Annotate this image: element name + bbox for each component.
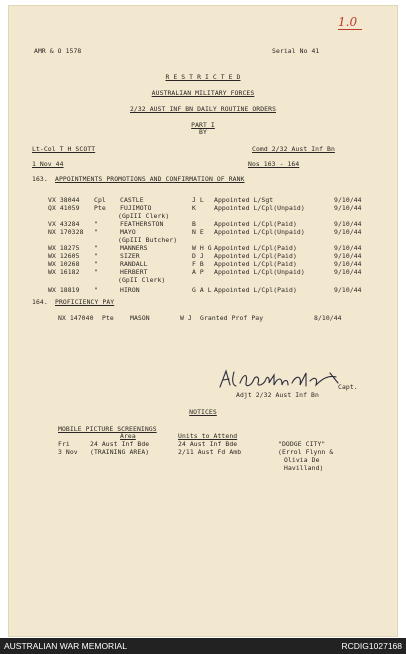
- document-reference: AMR & O 1578: [34, 47, 82, 55]
- prof-pay-action: Granted Prof Pay: [200, 314, 264, 322]
- cell-init: N E: [192, 228, 204, 236]
- cell-name: (GpII Clerk): [118, 276, 166, 284]
- film-title: "DODGE CITY": [278, 440, 326, 448]
- cell-name: RANDALL: [120, 260, 148, 268]
- signature-title: Adjt 2/32 Aust Inf Bn: [236, 391, 319, 399]
- screening-area-line-1: 24 Aust Inf Bde: [90, 440, 150, 448]
- cell-rank: Cpl: [94, 196, 106, 204]
- commander-appointment: Comd 2/32 Aust Inf Bn: [252, 145, 335, 153]
- cell-name: MAYO: [120, 228, 136, 236]
- cell-no: VX 38044: [48, 196, 80, 204]
- film-cast-line-3: Havilland): [284, 464, 324, 472]
- order-numbers: Nos 163 - 164: [248, 160, 300, 168]
- cell-init: F B: [192, 260, 204, 268]
- film-cast-line-1: (Errol Flynn &: [278, 448, 334, 456]
- cell-action: Appointed L/Cpl(Paid): [214, 260, 297, 268]
- cell-action: Appointed L/Sgt: [214, 196, 274, 204]
- section-164-number: 164.: [32, 298, 48, 306]
- section-163-number: 163.: [32, 175, 48, 183]
- cell-date: 9/10/44: [334, 286, 362, 294]
- cell-no: WX 12605: [48, 252, 80, 260]
- force-heading: AUSTRALIAN MILITARY FORCES: [151, 89, 255, 97]
- cell-no: WX 18819: [48, 286, 80, 294]
- cell-rank: ": [94, 260, 98, 268]
- cell-rank: ": [94, 286, 98, 294]
- cell-date: 9/10/44: [334, 220, 362, 228]
- notices-heading: NOTICES: [189, 408, 217, 416]
- cell-init: W H G: [192, 244, 212, 252]
- cell-action: Appointed L/Cpl(Paid): [214, 252, 297, 260]
- film-cast-line-2: Olivia De: [284, 456, 320, 464]
- cell-date: 9/10/44: [334, 260, 362, 268]
- prof-pay-date: 8/10/44: [314, 314, 342, 322]
- orders-heading: 2/32 AUST INF BN DAILY ROUTINE ORDERS: [129, 105, 277, 113]
- cell-init: B: [192, 220, 196, 228]
- cell-init: J L: [192, 196, 204, 204]
- cell-init: A P: [192, 268, 204, 276]
- cell-init: K: [192, 204, 196, 212]
- screening-date: 3 Nov: [58, 448, 78, 456]
- units-column-header: Units to Attend: [178, 432, 238, 440]
- signature: [218, 367, 358, 393]
- part-heading: PART I: [191, 121, 215, 129]
- document-page: [8, 5, 398, 637]
- cell-no: QX 41059: [48, 204, 80, 212]
- cell-name: MANNERS: [120, 244, 148, 252]
- page-number-stamp: 1.0: [338, 15, 362, 30]
- cell-init: D J: [192, 252, 204, 260]
- serial-number: Serial No 41: [272, 47, 320, 55]
- cell-date: 9/10/44: [334, 196, 362, 204]
- cell-name: FUJIMOTO: [120, 204, 152, 212]
- cell-rank: ": [94, 228, 98, 236]
- cell-action: Appointed L/Cpl(Paid): [214, 220, 297, 228]
- cell-no: WX 10268: [48, 260, 80, 268]
- cell-date: 9/10/44: [334, 244, 362, 252]
- prof-pay-name: MASON: [130, 314, 150, 322]
- cell-action: Appointed L/Cpl(Paid): [214, 286, 297, 294]
- footer-institution: AUSTRALIAN WAR MEMORIAL: [4, 641, 127, 651]
- cell-date: 9/10/44: [334, 204, 362, 212]
- prof-pay-rank: Pte: [102, 314, 114, 322]
- cell-name: (GpIII Butcher): [118, 236, 178, 244]
- cell-init: G A L: [192, 286, 212, 294]
- cell-name: CASTLE: [120, 196, 144, 204]
- prof-pay-initials: W J: [180, 314, 192, 322]
- cell-rank: ": [94, 268, 98, 276]
- area-column-header: Area: [120, 432, 136, 440]
- cell-no: VX 43284: [48, 220, 80, 228]
- cell-action: Appointed L/Cpl(Paid): [214, 244, 297, 252]
- section-164-heading: PROFICIENCY PAY: [55, 298, 115, 306]
- signature-rank: Capt.: [338, 383, 358, 391]
- screening-units-line-2: 2/11 Aust Fd Amb: [178, 448, 242, 456]
- screening-area-line-2: (TRAINING AREA): [90, 448, 150, 456]
- screenings-heading: MOBILE PICTURE SCREENINGS: [58, 425, 157, 433]
- cell-date: 9/10/44: [334, 252, 362, 260]
- cell-action: Appointed L/Cpl(Unpaid): [214, 268, 305, 276]
- prof-pay-service-number: NX 147040: [58, 314, 94, 322]
- cell-name: FEATHERSTON: [120, 220, 164, 228]
- by-heading: BY: [199, 128, 207, 136]
- screening-day: Fri: [58, 440, 70, 448]
- cell-rank: ": [94, 220, 98, 228]
- cell-action: Appointed L/Cpl(Unpaid): [214, 204, 305, 212]
- footer-record-id: RCDIG1027168: [341, 641, 402, 651]
- screening-units-line-1: 24 Aust Inf Bde: [178, 440, 238, 448]
- cell-no: NX 170328: [48, 228, 84, 236]
- commander-name: Lt-Col T H SCOTT: [32, 145, 96, 153]
- cell-name: HIRON: [120, 286, 140, 294]
- cell-rank: ": [94, 252, 98, 260]
- cell-rank: Pte: [94, 204, 106, 212]
- cell-name: (GpIII Clerk): [118, 212, 170, 220]
- cell-rank: ": [94, 244, 98, 252]
- cell-no: WX 18275: [48, 244, 80, 252]
- archive-footer: [0, 638, 406, 654]
- order-date: 1 Nov 44: [32, 160, 64, 168]
- cell-no: WX 16182: [48, 268, 80, 276]
- cell-name: HERBERT: [120, 268, 148, 276]
- section-163-heading: APPOINTMENTS PROMOTIONS AND CONFIRMATION OF RANK: [55, 175, 245, 183]
- cell-date: 9/10/44: [334, 228, 362, 236]
- cell-date: 9/10/44: [334, 268, 362, 276]
- restricted-heading: R E S T R I C T E D: [165, 73, 241, 81]
- cell-name: SIZER: [120, 252, 140, 260]
- cell-action: Appointed L/Cpl(Unpaid): [214, 228, 305, 236]
